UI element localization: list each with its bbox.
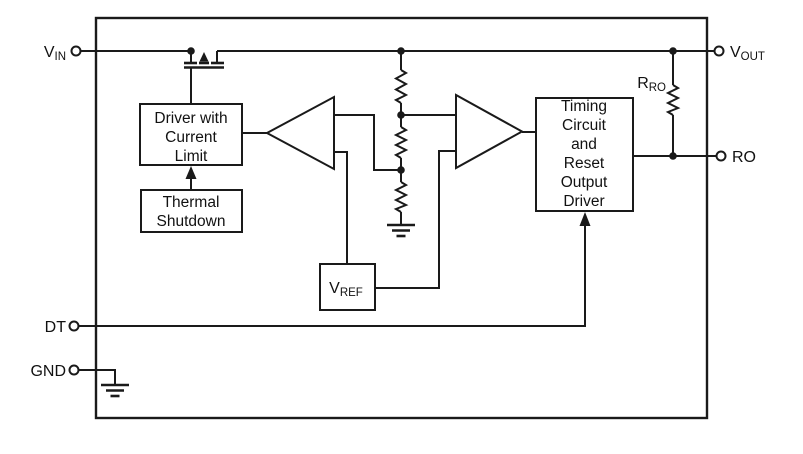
junction-dot — [187, 47, 195, 55]
error-amplifier-triangle-icon — [267, 97, 334, 169]
timing-block-label: Circuit — [562, 117, 606, 134]
timing-block-label: Timing — [561, 98, 607, 115]
driver-block-label: Current — [165, 129, 217, 146]
terminal-dt — [45, 319, 79, 336]
driver-block-label: Limit — [174, 148, 208, 165]
rro-resistor-icon — [668, 85, 678, 115]
error-amp-vref-wire — [334, 152, 347, 264]
pmos-body-arrow-icon — [200, 52, 209, 62]
rro-label: RRO — [637, 75, 666, 94]
divider-ground-symbol-icon — [387, 225, 415, 236]
thermal-shutdown-label: Shutdown — [156, 213, 226, 230]
gnd-pin-icon — [70, 366, 79, 375]
terminal-vin — [44, 44, 81, 63]
dt-pin-icon — [70, 322, 79, 331]
thermal-shutdown-block — [141, 190, 242, 232]
timing-block-label: Reset — [563, 155, 605, 172]
dt-label: DT — [44, 319, 66, 336]
ro-pin-icon — [717, 152, 726, 161]
junction-dot — [397, 47, 405, 55]
junction-dot — [669, 152, 677, 160]
terminal-ro — [717, 149, 757, 166]
timing-block-label: Driver — [563, 193, 605, 210]
thermal-to-driver-arrowhead-icon — [186, 166, 197, 179]
feedback-resistor-divider — [396, 70, 406, 212]
junction-dot — [397, 166, 405, 174]
timing-block-label: Output — [560, 174, 608, 191]
divider-resistor-bottom-icon — [396, 182, 406, 212]
vout-label: VOUT — [730, 44, 765, 63]
dt-to-timing-arrowhead-icon — [580, 212, 591, 226]
vout-pin-icon — [715, 47, 724, 56]
feedback-tap-wire — [334, 115, 401, 170]
gnd-label: GND — [30, 363, 66, 380]
driver-block — [140, 104, 242, 165]
timing-block — [536, 98, 633, 211]
ro-label: RO — [732, 149, 756, 166]
thermal-shutdown-label: Thermal — [162, 194, 220, 211]
divider-resistor-middle-icon — [396, 127, 406, 158]
terminal-gnd — [30, 363, 78, 380]
divider-resistor-top-icon — [396, 70, 406, 103]
junction-dot — [669, 47, 677, 55]
vin-label: VIN — [43, 44, 66, 63]
terminal-vout — [715, 44, 765, 63]
junction-dot — [397, 111, 405, 119]
driver-block-label: Driver with — [154, 110, 228, 127]
reset-comparator-triangle-icon — [456, 95, 522, 168]
vin-pin-icon — [72, 47, 81, 56]
gnd-pin-ground-symbol-icon — [101, 385, 129, 396]
vref-label: VREF — [329, 280, 363, 299]
vref-output-wire — [375, 151, 456, 288]
timing-block-label: and — [571, 136, 597, 153]
vref-block — [320, 264, 375, 310]
